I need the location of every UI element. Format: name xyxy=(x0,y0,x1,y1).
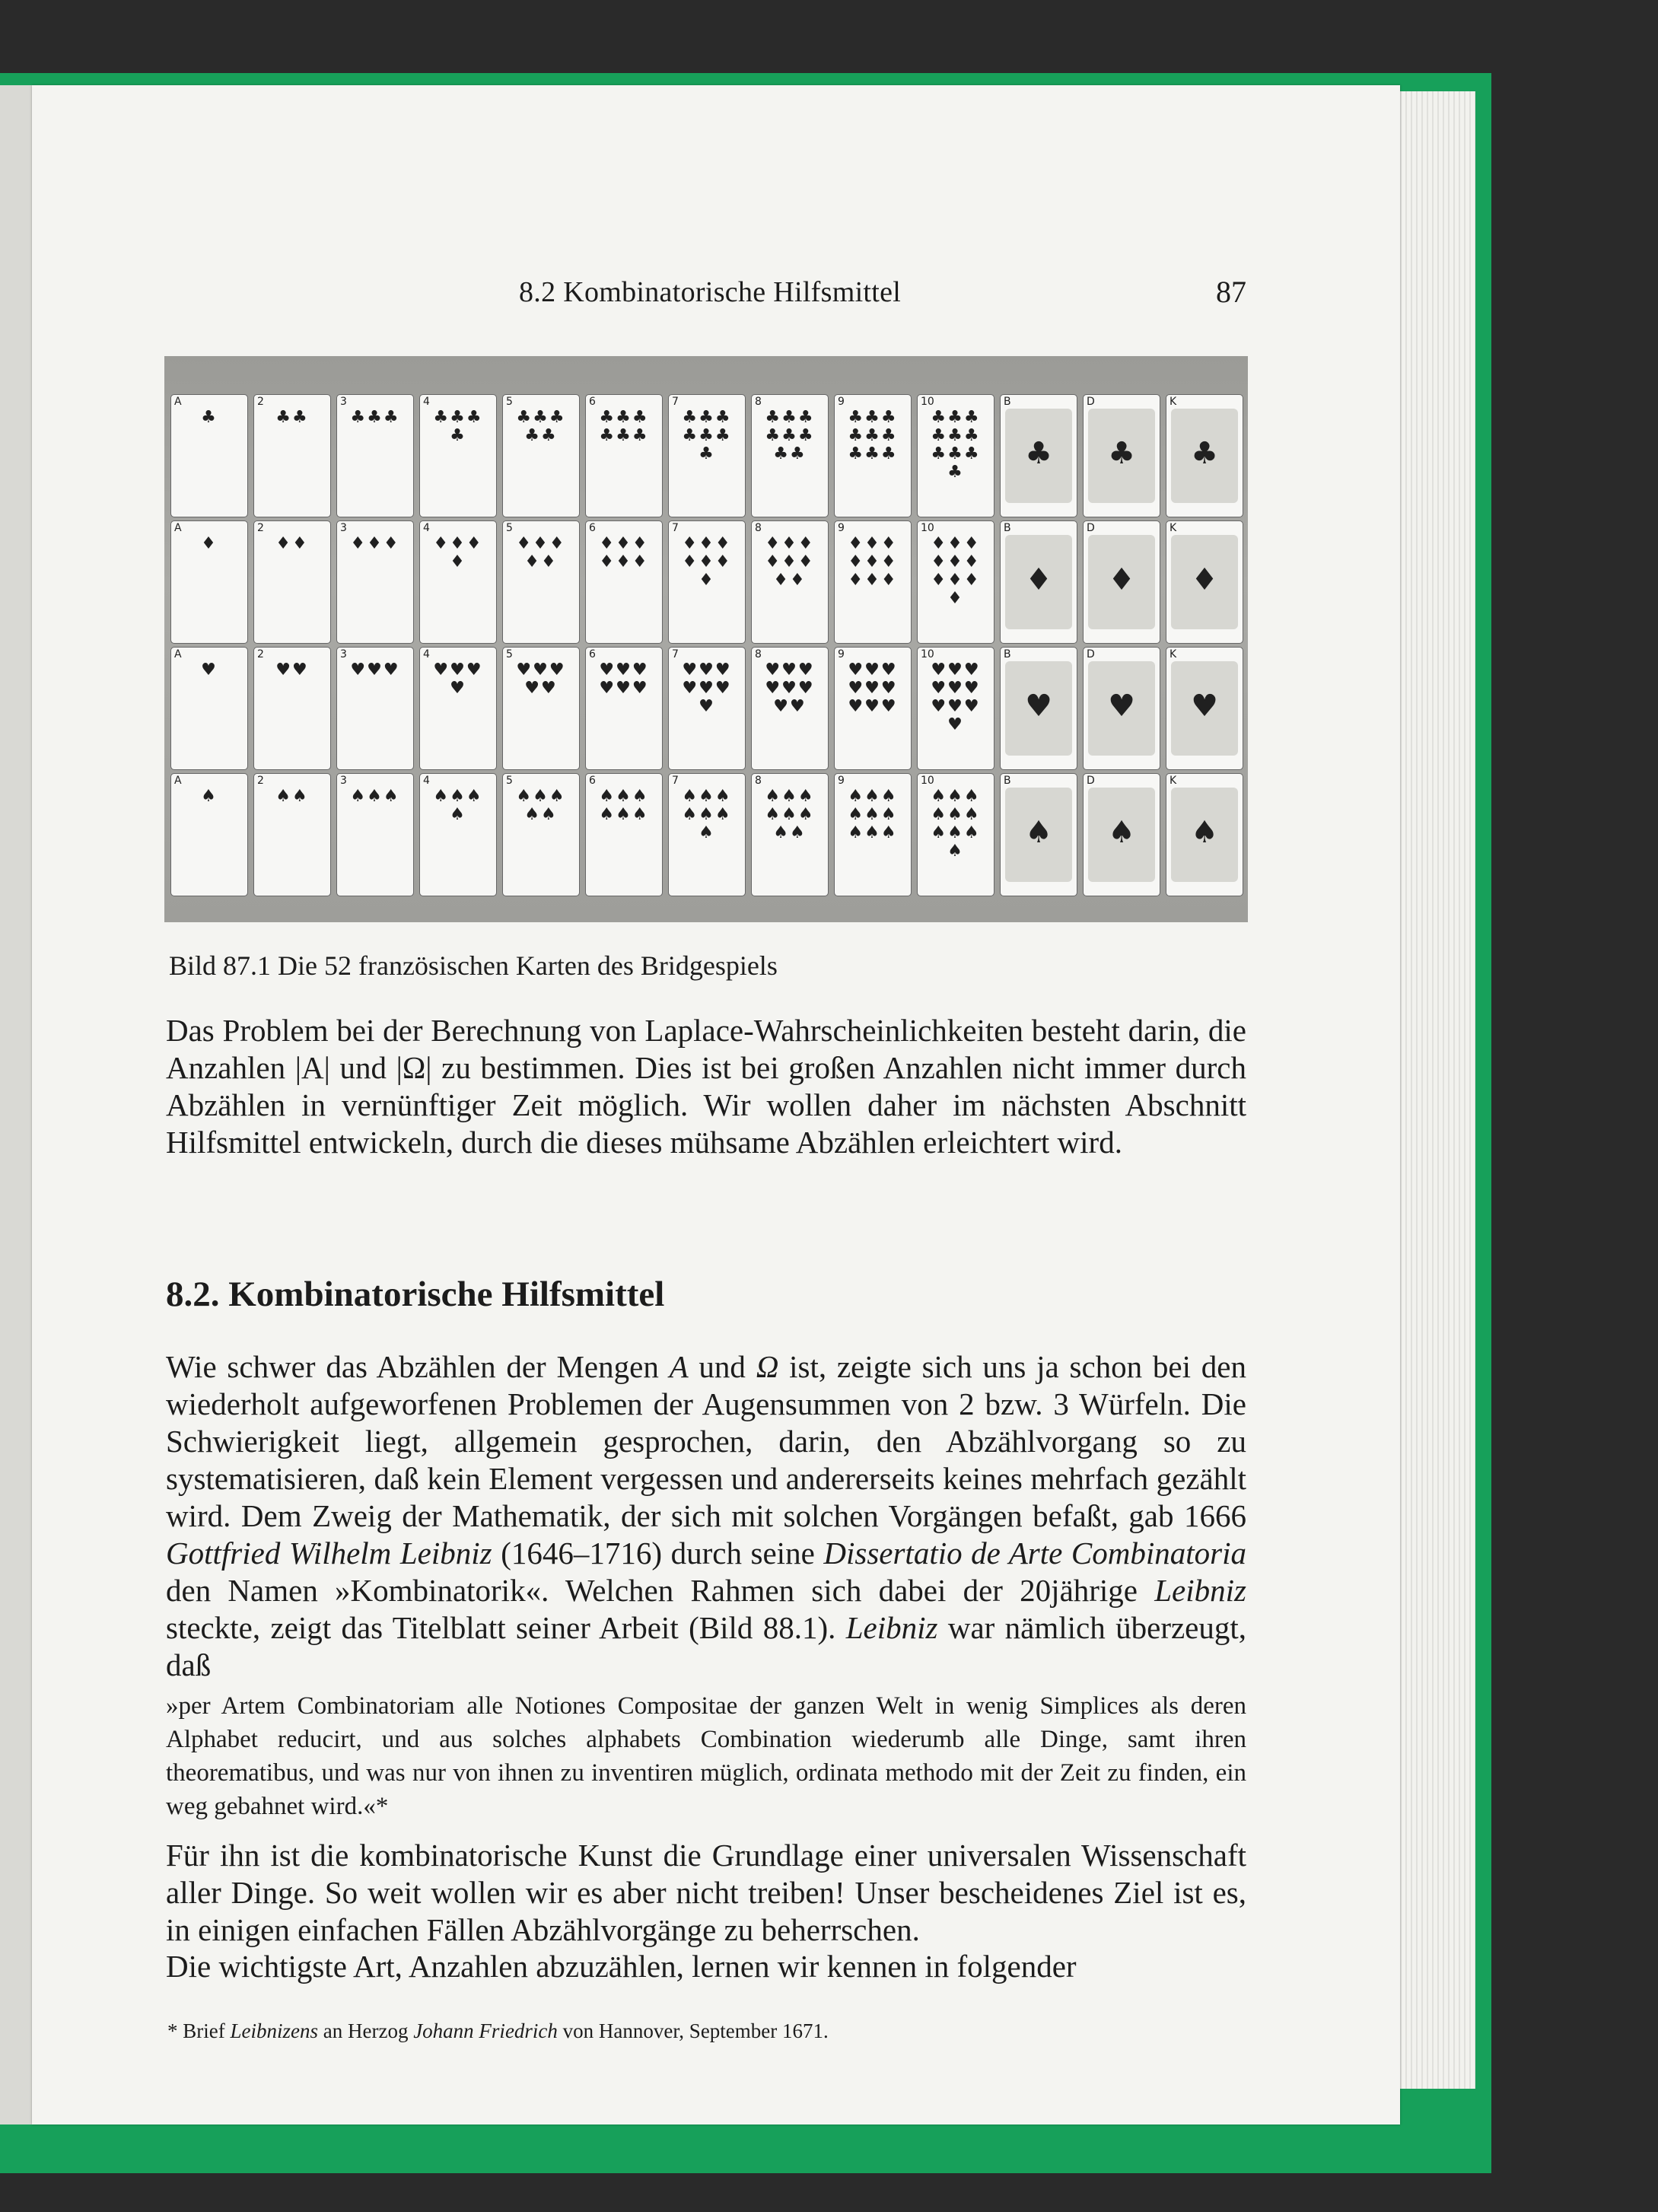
card-pips: ♥♥♥♥♥♥♥ xyxy=(682,660,732,716)
playing-card xyxy=(336,520,414,644)
leibniz-quote: »per Artem Combinatoriam alle Notiones Compositae der ganzen Welt in wenig Simplices als deren Alphabet reducirt, und aus solches alphabets Combination wiederumb alle Dinge, samt ihren theorematibus, und was nur von ihnen zu inventiren müglich, ordinata methodo mit der Zeit zu finden, ein weg gebahnet wird.«* xyxy=(166,1692,1246,1820)
card-pips: ♥♥♥♥ xyxy=(433,660,483,698)
card-pips: ♥♥♥♥♥ xyxy=(516,660,566,698)
playing-card xyxy=(419,647,497,770)
playing-card xyxy=(170,520,248,644)
card-index: D xyxy=(1087,396,1095,408)
playing-card xyxy=(253,647,331,770)
playing-card xyxy=(253,520,331,644)
card-index: 3 xyxy=(340,775,347,787)
card-index: B xyxy=(1004,648,1011,660)
card-pips: ♣ xyxy=(1171,409,1238,503)
card-pips: ♣♣♣♣♣♣♣♣♣♣ xyxy=(931,408,981,482)
card-pips: ♣♣♣♣♣♣♣♣ xyxy=(765,408,815,463)
card-index: B xyxy=(1004,396,1011,408)
playing-card xyxy=(834,647,912,770)
card-pips: ♣♣♣ xyxy=(350,408,400,427)
card-index: B xyxy=(1004,775,1011,787)
playing-card xyxy=(1000,647,1077,770)
playing-card xyxy=(502,520,580,644)
card-index: 4 xyxy=(423,775,430,787)
playing-card xyxy=(1000,773,1077,896)
playing-card xyxy=(751,647,829,770)
playing-card xyxy=(336,394,414,517)
card-pips: ♦ xyxy=(201,534,218,553)
card-index: 2 xyxy=(257,648,264,660)
playing-card xyxy=(585,773,663,896)
playing-card xyxy=(1083,647,1160,770)
card-index: 10 xyxy=(921,648,934,660)
playing-card xyxy=(253,394,331,517)
card-index: 5 xyxy=(506,396,513,408)
card-index: K xyxy=(1170,775,1177,787)
card-index: A xyxy=(174,522,182,534)
card-pips: ♠ xyxy=(1005,788,1072,882)
playing-card xyxy=(668,647,746,770)
playing-card xyxy=(917,647,994,770)
card-index: 9 xyxy=(838,522,845,534)
card-pips: ♣♣ xyxy=(275,408,309,427)
playing-card xyxy=(834,773,912,896)
card-pips: ♦♦♦♦♦ xyxy=(516,534,566,571)
paragraph-continuation: Die wichtigste Art, Anzahlen abzuzählen, lernen wir kennen in folgender xyxy=(166,1949,1077,1984)
playing-card xyxy=(585,520,663,644)
card-index: 10 xyxy=(921,396,934,408)
playing-card xyxy=(917,394,994,517)
card-pips: ♠♠♠♠♠♠♠♠ xyxy=(765,787,815,842)
card-index: K xyxy=(1170,648,1177,660)
playing-card xyxy=(917,773,994,896)
playing-card xyxy=(585,647,663,770)
card-index: 7 xyxy=(672,396,679,408)
card-index: 4 xyxy=(423,648,430,660)
card-pips: ♦♦♦♦♦♦♦♦♦♦ xyxy=(931,534,981,608)
card-pips: ♥♥♥♥♥♥ xyxy=(599,660,649,698)
card-pips: ♦ xyxy=(1005,535,1072,629)
playing-card xyxy=(1083,394,1160,517)
book-page xyxy=(32,85,1400,2124)
playing-card xyxy=(668,773,746,896)
card-index: D xyxy=(1087,522,1095,534)
card-index: B xyxy=(1004,522,1011,534)
card-pips: ♦♦♦♦♦♦♦ xyxy=(682,534,732,590)
card-pips: ♦♦♦ xyxy=(350,534,400,553)
card-index: 7 xyxy=(672,648,679,660)
playing-card xyxy=(1000,520,1077,644)
card-index: 10 xyxy=(921,775,934,787)
playing-card xyxy=(1166,394,1243,517)
playing-card xyxy=(170,394,248,517)
card-pips: ♣ xyxy=(201,408,218,427)
card-index: A xyxy=(174,775,182,787)
playing-card xyxy=(253,773,331,896)
card-pips: ♦♦ xyxy=(275,534,309,553)
playing-card xyxy=(834,520,912,644)
card-index: 7 xyxy=(672,775,679,787)
playing-card xyxy=(751,394,829,517)
card-pips: ♥♥ xyxy=(275,660,309,680)
card-pips: ♣♣♣♣♣♣♣♣♣ xyxy=(848,408,898,463)
card-pips: ♦♦♦♦♦♦♦♦♦ xyxy=(848,534,898,590)
card-index: 2 xyxy=(257,522,264,534)
card-pips: ♣ xyxy=(1005,409,1072,503)
card-pips: ♣♣♣♣♣♣ xyxy=(599,408,649,445)
card-pips: ♦♦♦♦♦♦♦♦ xyxy=(765,534,815,590)
playing-card xyxy=(1166,520,1243,644)
playing-card xyxy=(917,520,994,644)
card-pips: ♠ xyxy=(1171,788,1238,882)
card-index: 7 xyxy=(672,522,679,534)
paragraph-intro: Das Problem bei der Berechnung von Laplace-Wahrscheinlichkeiten besteht darin, die Anzahlen |A| und |Ω| zu bestimmen. Dies ist bei großen Anzahlen nicht immer durch Abzählen in vernünftiger Zeit möglich. Wir wollen daher im nächsten Abschnitt Hilfsmittel entwickeln, durch die dieses mühsame Abzählen erleichtert wird. xyxy=(166,1013,1246,1160)
playing-card xyxy=(170,773,248,896)
card-index: A xyxy=(174,396,182,408)
card-pips: ♥♥♥♥♥♥♥♥♥ xyxy=(848,660,898,716)
playing-card xyxy=(1000,394,1077,517)
playing-card xyxy=(419,520,497,644)
card-index: D xyxy=(1087,648,1095,660)
card-index: 8 xyxy=(755,522,762,534)
card-pips: ♠♠♠♠ xyxy=(433,787,483,824)
card-index: 10 xyxy=(921,522,934,534)
card-index: 8 xyxy=(755,648,762,660)
card-pips: ♦ xyxy=(1171,535,1238,629)
playing-card xyxy=(834,394,912,517)
card-pips: ♥♥♥♥♥♥♥♥ xyxy=(765,660,815,716)
playing-card xyxy=(668,520,746,644)
card-index: 3 xyxy=(340,396,347,408)
playing-card xyxy=(419,394,497,517)
playing-card xyxy=(751,773,829,896)
card-index: 9 xyxy=(838,775,845,787)
card-index: 4 xyxy=(423,522,430,534)
page-number: 87 xyxy=(1216,275,1246,309)
card-pips: ♠♠♠♠♠♠♠♠♠ xyxy=(848,787,898,842)
card-pips: ♥♥♥ xyxy=(350,660,400,680)
card-pips: ♥ xyxy=(1005,661,1072,756)
section-heading: 8.2. Kombinatorische Hilfsmittel xyxy=(166,1275,665,1314)
card-index: 5 xyxy=(506,522,513,534)
playing-card xyxy=(502,647,580,770)
card-pips: ♣♣♣♣♣ xyxy=(516,408,566,445)
playing-card xyxy=(336,773,414,896)
playing-card xyxy=(502,773,580,896)
card-index: 2 xyxy=(257,396,264,408)
card-index: 4 xyxy=(423,396,430,408)
paragraph-universal: Für ihn ist die kombinatorische Kunst die Grundlage einer universalen Wissenschaft aller Dinge. So weit wollen wir es aber nicht treiben! Unser bescheidenes Ziel ist es, in einigen einfachen Fällen Abzählvorgänge zu beherrschen. xyxy=(166,1838,1246,1947)
card-pips: ♦♦♦♦♦♦ xyxy=(599,534,649,571)
card-index: 6 xyxy=(589,775,596,787)
card-index: 2 xyxy=(257,775,264,787)
playing-card xyxy=(585,394,663,517)
playing-card xyxy=(170,647,248,770)
card-index: 6 xyxy=(589,396,596,408)
card-pips: ♥♥♥♥♥♥♥♥♥♥ xyxy=(931,660,981,734)
left-page-edge xyxy=(0,85,33,2124)
card-index: 6 xyxy=(589,648,596,660)
card-index: A xyxy=(174,648,182,660)
card-pips: ♦ xyxy=(1088,535,1155,629)
card-pips: ♥ xyxy=(1088,661,1155,756)
card-pips: ♠ xyxy=(201,787,218,806)
playing-card xyxy=(1083,773,1160,896)
card-index: 9 xyxy=(838,396,845,408)
card-pips: ♠♠♠♠♠♠♠♠♠♠ xyxy=(931,787,981,861)
card-pips: ♠♠ xyxy=(275,787,309,806)
playing-card xyxy=(502,394,580,517)
card-index: 5 xyxy=(506,648,513,660)
card-pips: ♣♣♣♣♣♣♣ xyxy=(682,408,732,463)
card-photo xyxy=(164,356,1248,922)
card-pips: ♠♠♠♠♠ xyxy=(516,787,566,824)
playing-card xyxy=(1083,520,1160,644)
card-pips: ♠ xyxy=(1088,788,1155,882)
playing-card xyxy=(668,394,746,517)
card-index: 3 xyxy=(340,648,347,660)
footnote: * Brief Leibnizens an Herzog Johann Friedrich von Hannover, September 1671. xyxy=(167,2019,829,2042)
card-pips: ♦♦♦♦ xyxy=(433,534,483,571)
card-pips: ♠♠♠♠♠♠ xyxy=(599,787,649,824)
card-index: 9 xyxy=(838,648,845,660)
card-index: K xyxy=(1170,522,1177,534)
card-pips: ♠♠♠♠♠♠♠ xyxy=(682,787,732,842)
card-pips: ♥ xyxy=(201,660,218,680)
card-index: D xyxy=(1087,775,1095,787)
card-index: 8 xyxy=(755,396,762,408)
card-pips: ♥ xyxy=(1171,661,1238,756)
card-pips: ♣ xyxy=(1088,409,1155,503)
card-index: 3 xyxy=(340,522,347,534)
card-index: 6 xyxy=(589,522,596,534)
figure-caption: Bild 87.1 Die 52 französischen Karten des Bridgespiels xyxy=(169,950,778,981)
card-pips: ♣♣♣♣ xyxy=(433,408,483,445)
playing-card xyxy=(751,520,829,644)
running-head: 8.2 Kombinatorische Hilfsmittel xyxy=(519,276,902,308)
card-index: 8 xyxy=(755,775,762,787)
card-pips: ♠♠♠ xyxy=(350,787,400,806)
paragraph-kombinatorik: Wie schwer das Abzählen der Mengen A und Ω ist, zeigte sich uns ja schon bei den wiederholt aufgeworfenen Problemen der Augensummen von 2 bzw. 3 Würfeln. Die Schwierigkeit liegt, allgemein gesprochen, darin, den Abzählvorgang so zu systematisieren, daß kein Element vergessen und andererseits keines mehrfach gezählt wird. Dem Zweig der Mathematik, der sich mit solchen Vorgängen befaßt, gab 1666 Gottfried Wilhelm Leibniz (1646–1716) durch seine Dissertatio de Arte Combinatoria den Namen »Kombinatorik«. Welchen Rahmen sich dabei der 20jährige Leibniz steckte, zeigt das Titelblatt seiner Arbeit (Bild 88.1). Leibniz war nämlich überzeugt, daß xyxy=(166,1349,1247,1682)
playing-card xyxy=(336,647,414,770)
card-index: K xyxy=(1170,396,1177,408)
playing-card xyxy=(1166,773,1243,896)
playing-card xyxy=(419,773,497,896)
card-index: 5 xyxy=(506,775,513,787)
playing-card xyxy=(1166,647,1243,770)
